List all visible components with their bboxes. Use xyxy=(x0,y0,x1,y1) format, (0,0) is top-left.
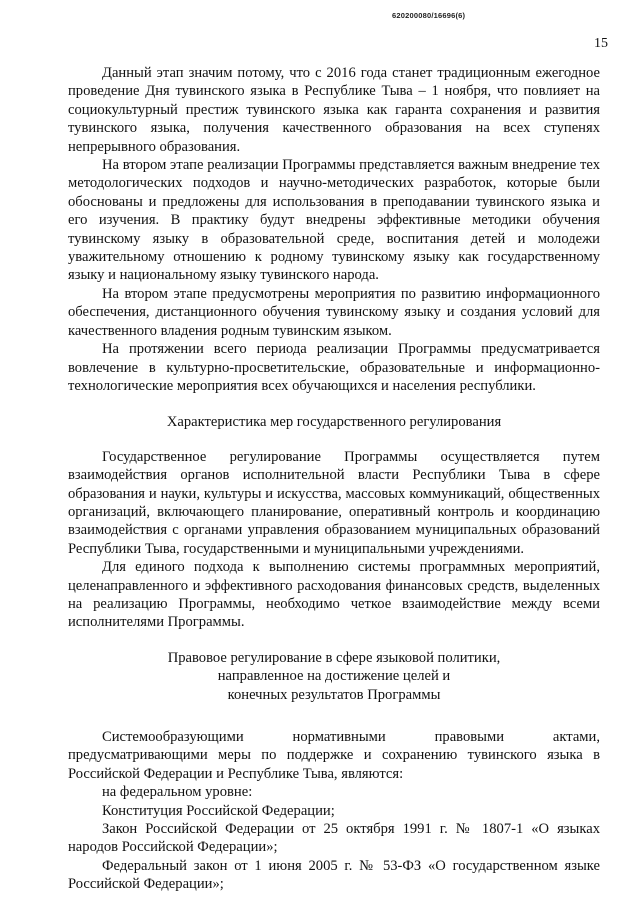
paragraph-unified-approach: Для единого подхода к выполнению системы программных мероприятий, целенаправленного и эффективного расходования финансовых средств, выделенных на реализацию Программы, необходимо четкое взаимодействие между всеми исполнителями Программы. xyxy=(68,559,600,631)
section-heading-state-regulation: Характеристика мер государственного регулирования xyxy=(166,414,502,431)
paragraph-state-regulation: Государственное регулирование Программы осуществляется путем взаимодействия органов исполнительной власти Республики Тыва в сфере образования и науки, культуры и искусства, массовых коммуникаций, общественных организаций, включающего планирование, оперативный контроль и координацию взаимодействия с органами управления образованием муниципальных образований Республики Тыва, государственными и муниципальными учреждениями. xyxy=(68,448,600,557)
body-text xyxy=(68,64,600,894)
paragraph-second-stage-methods: На втором этапе реализации Программы представляется важным внедрение тех методологических подходов и научно-методических разработок, которые были обоснованы и предложены для использования в преподавании тувинского языка и его изучения. В практику будут внедрены эффективные методики обучения тувинскому языку в образовательной среде, воспитания детей и молодежи уважительному отношению к родному тувинскому языку как государственному языку и национальному языку тувинского народа. xyxy=(68,157,600,284)
section-heading-legal-regulation xyxy=(68,649,600,704)
heading-line: направленное на достижение целей и xyxy=(217,668,451,685)
paragraph-law-on-state-language: Федеральный закон от 1 июня 2005 г. № 53-ФЗ «О государственном языке Российской Федерации»; xyxy=(68,857,600,893)
paragraph-federal-level: на федеральном уровне: xyxy=(102,784,253,801)
heading-line: конечных результатов Программы xyxy=(227,686,441,703)
document-code: 620200080/16696(6) xyxy=(392,11,466,20)
paragraph-law-on-languages: Закон Российской Федерации от 25 октября 1991 г. № 1807-1 «О языках народов Российской Федерации»; xyxy=(68,821,600,856)
paragraph-constitution: Конституция Российской Федерации; xyxy=(102,802,335,819)
heading-line: Правовое регулирование в сфере языковой политики, xyxy=(167,649,501,666)
paragraph-whole-period: На протяжении всего периода реализации Программы предусматривается вовлечение в культурно-просветительские, образовательные и информационно-технологические мероприятия всех обучающихся и населения республики. xyxy=(68,341,600,394)
page-number: 15 xyxy=(594,36,608,51)
paragraph-legal-acts-intro: Системообразующими нормативными правовыми актами, предусматривающими меры по поддержке и сохранению тувинского языка в Российской Федерации и Республике Тыва, являются: xyxy=(68,729,600,782)
paragraph-stage-significance: Данный этап значим потому, что с 2016 года станет традиционным ежегодное проведение Дня тувинского языка в Республике Тыва – 1 ноября, что повлияет на социокультурный престиж тувинского языка как гаранта сохранения и развития тувинского языка, получения качественного образования на всех ступенях непрерывного образования. xyxy=(68,65,600,155)
paragraph-second-stage-information: На втором этапе предусмотрены мероприятия по развитию информационного обеспечения, дистанционного обучения тувинскому языку и создания условий для качественного владения родным тувинским языком. xyxy=(68,285,600,339)
